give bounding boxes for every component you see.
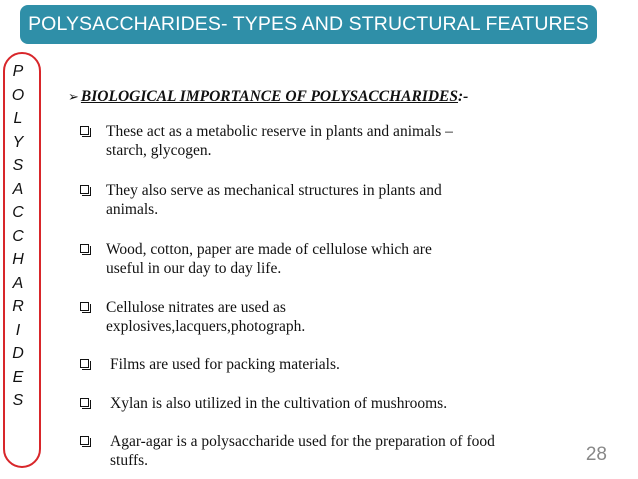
bullet-line: Xylan is also utilized in the cultivation of mushrooms. xyxy=(110,395,448,412)
checkbox-bullet-icon xyxy=(80,244,89,253)
bullet-line: Films are used for packing materials. xyxy=(110,356,340,373)
bullet-item xyxy=(80,394,447,413)
bullet-line: starch, glycogen. xyxy=(106,142,212,159)
arrow-bullet-icon: ➢ xyxy=(68,90,79,105)
checkbox-bullet-icon xyxy=(80,126,89,135)
side-letter: C xyxy=(12,204,24,221)
checkbox-bullet-icon xyxy=(80,302,89,311)
page-number: 28 xyxy=(585,444,607,465)
heading-suffix: :- xyxy=(458,88,469,105)
bullet-item xyxy=(80,181,442,219)
bullet-line: stuffs. xyxy=(110,452,149,469)
bullet-item xyxy=(80,122,453,160)
bullet-item xyxy=(80,240,432,278)
checkbox-bullet-icon xyxy=(80,436,89,445)
bullet-line: explosives,lacquers,photograph. xyxy=(106,318,306,335)
bullet-line: Cellulose nitrates are used as xyxy=(106,299,286,316)
side-letter: O xyxy=(11,86,25,104)
bullet-line: Wood, cotton, paper are made of cellulose which are xyxy=(106,241,432,258)
bullet-line: useful in our day to day life. xyxy=(106,260,282,277)
heading-text: BIOLOGICAL IMPORTANCE OF POLYSACCHARIDES xyxy=(80,88,459,105)
side-letter: S xyxy=(12,392,24,409)
side-letter: S xyxy=(12,157,24,174)
bullet-item xyxy=(80,432,495,470)
title-banner xyxy=(20,5,597,44)
side-letter: A xyxy=(12,274,24,292)
side-letter: L xyxy=(13,110,23,127)
checkbox-bullet-icon xyxy=(80,359,89,368)
checkbox-bullet-icon xyxy=(80,185,89,194)
side-letter: Y xyxy=(12,133,24,151)
slide-title: POLYSACCHARIDES- TYPES AND STRUCTURAL FEATURES xyxy=(28,13,589,35)
side-letter: D xyxy=(12,345,24,362)
side-letter: P xyxy=(12,63,24,80)
bullet-item xyxy=(80,298,305,336)
section-heading xyxy=(68,88,468,106)
side-letter: A xyxy=(12,180,24,198)
bullet-line: They also serve as mechanical structures in plants and xyxy=(106,182,442,199)
side-letter: C xyxy=(12,227,24,245)
side-letter: R xyxy=(12,298,24,315)
bullet-line: Agar-agar is a polysaccharide used for the preparation of food xyxy=(110,433,495,450)
bullet-line: These act as a metabolic reserve in plants and animals – xyxy=(106,123,453,140)
checkbox-bullet-icon xyxy=(80,398,89,407)
side-word-letters xyxy=(6,60,30,413)
side-letter: I xyxy=(15,321,21,339)
side-letter: E xyxy=(12,368,24,386)
side-letter: H xyxy=(12,251,24,268)
bullet-line: animals. xyxy=(106,201,159,218)
bullet-item xyxy=(80,355,340,374)
